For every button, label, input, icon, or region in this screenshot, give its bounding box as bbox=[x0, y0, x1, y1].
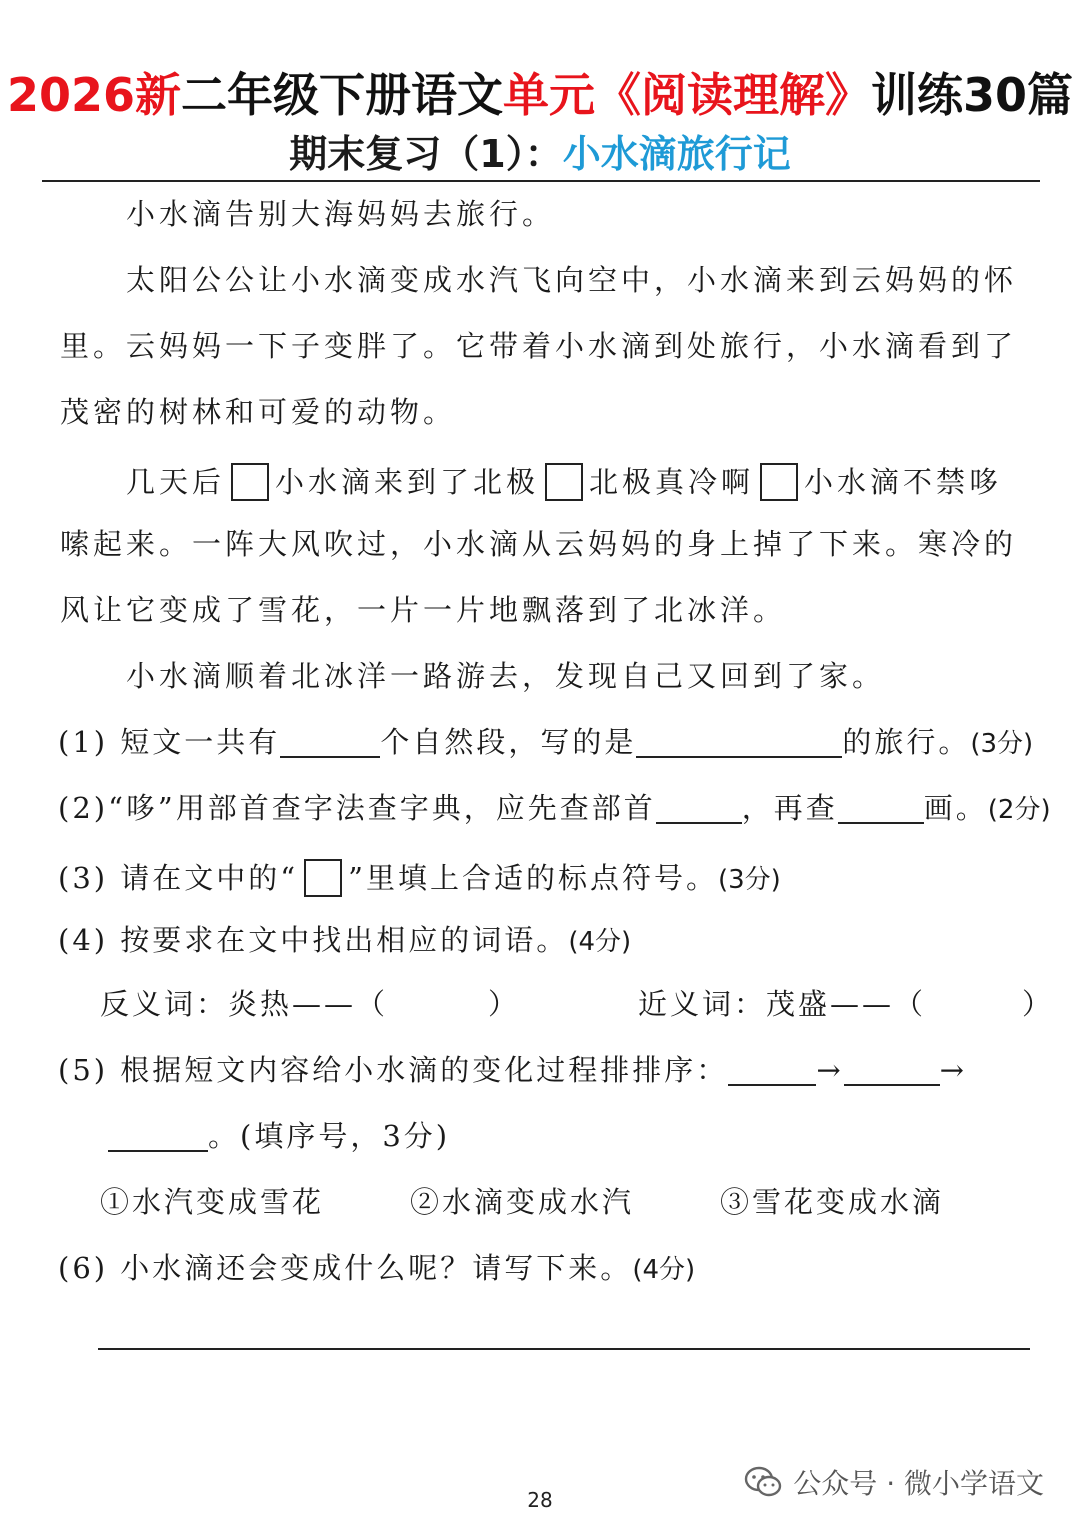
header-divider bbox=[42, 180, 1040, 182]
q5-arrow-2: → bbox=[939, 1053, 967, 1087]
passage-paragraph-3-line-2: 嗦起来。一阵大风吹过，小水滴从云妈妈的身上掉了下来。寒冷的 bbox=[60, 527, 1018, 561]
p3-seg-2: 小水滴来到了北极 bbox=[275, 465, 540, 499]
q2-text-b: ，再查 bbox=[741, 791, 838, 825]
q2-blank-strokes[interactable] bbox=[838, 792, 924, 824]
q4-antonym-label: 反义词：炎热——（ bbox=[100, 987, 389, 1021]
q1-text-b: 个自然段，写的是 bbox=[380, 725, 637, 759]
q6-answer-line[interactable] bbox=[98, 1348, 1030, 1350]
q1-blank-count[interactable] bbox=[280, 726, 380, 758]
q2-blank-radical[interactable] bbox=[656, 792, 742, 824]
punctuation-box-1[interactable] bbox=[231, 463, 269, 501]
q6-text: (6) 小水滴还会变成什么呢？请写下来。 bbox=[58, 1251, 633, 1285]
q5-arrow-1: → bbox=[816, 1053, 844, 1087]
q3-points: (3分) bbox=[717, 865, 781, 895]
q4-synonym-close: ） bbox=[1022, 987, 1055, 1021]
question-5 bbox=[58, 1050, 967, 1090]
passage-paragraph-2-line-2: 里。云妈妈一下子变胖了。它带着小水滴到处旅行，小水滴看到了 bbox=[60, 329, 1018, 363]
q5-blank-2[interactable] bbox=[844, 1054, 940, 1086]
q5-line-2 bbox=[108, 1116, 450, 1156]
q2-text-a: (2)“哆”用部首查字法查字典，应先查部首 bbox=[58, 791, 656, 825]
q4-points: (4分) bbox=[568, 927, 632, 957]
q1-points: (3分) bbox=[970, 729, 1034, 759]
q4-antonym-row bbox=[100, 984, 520, 1024]
q3-text-a: (3) 请在文中的“ bbox=[58, 861, 299, 895]
p3-seg-4: 小水滴不禁哆 bbox=[804, 465, 1003, 499]
q5-option-2: ②水滴变成水汽 bbox=[410, 1185, 635, 1219]
q2-text-c: 画。 bbox=[923, 791, 988, 825]
subtitle-prefix: 期末复习（1）： bbox=[289, 132, 563, 176]
question-2 bbox=[58, 788, 1051, 830]
p3-seg-1: 几天后 bbox=[126, 465, 226, 499]
title-count: 训练30篇 bbox=[871, 68, 1074, 122]
question-4 bbox=[58, 920, 631, 962]
passage-paragraph-2-line-3: 茂密的树林和可爱的动物。 bbox=[60, 395, 457, 429]
watermark bbox=[743, 1462, 1044, 1502]
q3-text-b: ”里填上合适的标点符号。 bbox=[348, 861, 718, 895]
title-year: 2026新 bbox=[6, 68, 181, 122]
q5-blank-3[interactable] bbox=[108, 1120, 208, 1152]
q1-blank-subject[interactable] bbox=[636, 726, 842, 758]
q4-synonym-label: 近义词：茂盛——（ bbox=[638, 987, 927, 1021]
question-1 bbox=[58, 722, 1033, 764]
q1-text-a: (1) 短文一共有 bbox=[58, 725, 281, 759]
passage-paragraph-3-line-3: 风让它变成了雪花，一片一片地飘落到了北冰洋。 bbox=[60, 593, 787, 627]
passage-paragraph-1: 小水滴告别大海妈妈去旅行。 bbox=[126, 197, 556, 231]
q1-text-c: 的旅行。 bbox=[842, 725, 971, 759]
subtitle-topic: 小水滴旅行记 bbox=[562, 132, 791, 176]
page-title bbox=[0, 62, 1080, 128]
title-grade: 二年级下册语文 bbox=[181, 68, 503, 122]
q5-option-1: ①水汽变成雪花 bbox=[100, 1185, 325, 1219]
punctuation-box-3[interactable] bbox=[760, 463, 798, 501]
question-6 bbox=[58, 1248, 695, 1290]
passage-paragraph-3-line-1 bbox=[126, 462, 1002, 502]
passage-paragraph-4: 小水滴顺着北冰洋一路游去，发现自己又回到了家。 bbox=[126, 659, 886, 693]
q3-example-box bbox=[304, 859, 342, 897]
q5-text: (5) 根据短文内容给小水滴的变化过程排排序： bbox=[58, 1053, 729, 1087]
passage-paragraph-2-line-1: 太阳公公让小水滴变成水汽飞向空中，小水滴来到云妈妈的怀 bbox=[126, 263, 1018, 297]
wechat-icon bbox=[743, 1465, 783, 1499]
q5-tail: 。(填序号，3分) bbox=[208, 1119, 451, 1153]
page-subtitle bbox=[0, 128, 1080, 180]
page-number: 28 bbox=[527, 1488, 553, 1512]
p3-seg-3: 北极真冷啊 bbox=[589, 465, 755, 499]
punctuation-box-2[interactable] bbox=[545, 463, 583, 501]
q4-antonym-close: ） bbox=[488, 987, 521, 1021]
q2-points: (2分) bbox=[987, 795, 1051, 825]
question-3 bbox=[58, 858, 781, 900]
q4-synonym-row bbox=[638, 984, 1054, 1024]
title-unit: 单元《阅读理解》 bbox=[503, 68, 871, 122]
q4-text: (4) 按要求在文中找出相应的词语。 bbox=[58, 923, 569, 957]
q5-blank-1[interactable] bbox=[728, 1054, 816, 1086]
q5-option-3: ③雪花变成水滴 bbox=[720, 1185, 945, 1219]
watermark-text: 公众号 · 微小学语文 bbox=[793, 1467, 1044, 1500]
q6-points: (4分) bbox=[632, 1255, 696, 1285]
